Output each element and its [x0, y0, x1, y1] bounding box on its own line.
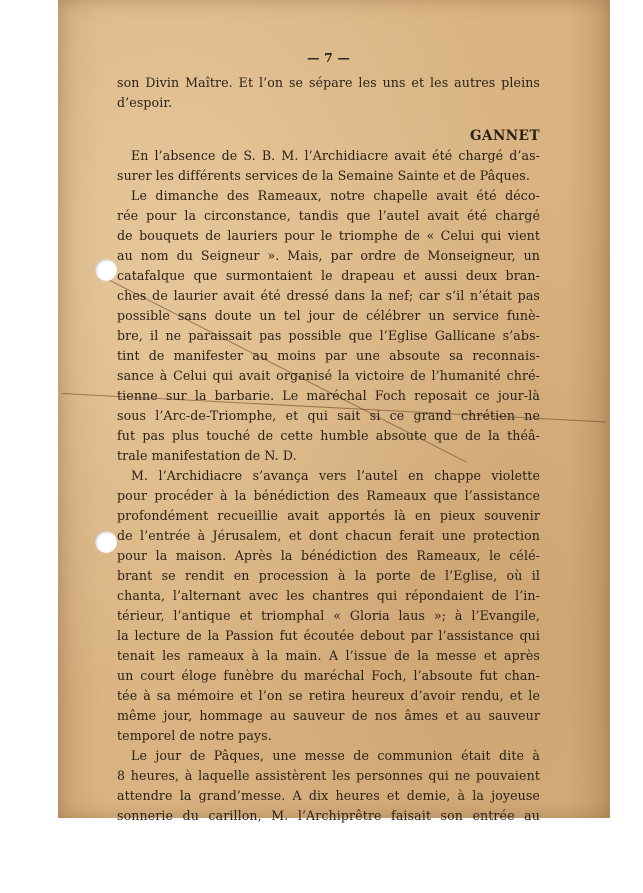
page-number: — 7 — [307, 50, 350, 65]
text-line: Le dimanche des Rameaux, notre chapelle avait été déco- [131, 188, 540, 203]
text-line: d’espoir. [117, 95, 173, 110]
text-line: tienne sur la barbarie. Le maréchal Foch reposait ce jour-là [117, 388, 540, 403]
section-heading: GANNET [469, 128, 540, 144]
text-line: profondément recueillie avait apportés là en pieux souvenir [117, 508, 540, 523]
punch-hole-top [95, 259, 117, 281]
text-line: de bouquets de lauriers pour le triomphe de « Celui qui vient [117, 228, 540, 243]
text-line: chanta, l’alternant avec les chantres qui répondaient de l’in- [117, 588, 540, 603]
text-line: catafalque que surmontaient le drapeau et aussi deux bran- [117, 268, 540, 283]
text-line: possible sans doute un tel jour de célébrer un service funè- [117, 308, 540, 323]
text-line: temporel de notre pays. [117, 728, 272, 743]
text-line: 8 heures, à laquelle assistèrent les personnes qui ne pouvaient [117, 768, 540, 783]
text-line: sous l’Arc-de-Triomphe, et qui sait si ce grand chrétien ne [117, 408, 540, 423]
text-line: térieur, l’antique et triomphal « Gloria laus »; à l’Evangile, [117, 608, 540, 623]
text-line: fut pas plus touché de cette humble absoute que de la théâ- [117, 428, 540, 443]
text-line: son Divin Maître. Et l’on se sépare les uns et les autres pleins [117, 75, 540, 90]
text-line: trale manifestation de N. D. [117, 448, 297, 463]
text-line: brant se rendit en procession à la porte de l’Eglise, où il [117, 568, 540, 583]
text-line: Le jour de Pâques, une messe de communion était dite à [131, 748, 540, 763]
text-line: sonnerie du carillon, M. l’Archiprêtre faisait son entrée au [117, 808, 540, 823]
text-line: bre, il ne paraissait pas possible que l’Eglise Gallicane s’abs- [117, 328, 540, 343]
text-line: tenait les rameaux à la main. A l’issue de la messe et après [117, 648, 540, 663]
text-line: tée à sa mémoire et l’on se retira heureux d’avoir rendu, et le [117, 688, 540, 703]
text-line: pour la maison. Après la bénédiction des Rameaux, le célé- [117, 548, 540, 563]
text-line: la lecture de la Passion fut écoutée debout par l’assistance qui [117, 628, 540, 643]
text-line: En l’absence de S. B. M. l’Archidiacre avait été chargé d’as- [131, 148, 540, 163]
text-line: tint de manifester au moins par une absoute sa reconnais- [117, 348, 540, 363]
text-line: au nom du Seigneur ». Mais, par ordre de Monseigneur, un [117, 248, 540, 263]
text-line: même jour, hommage au sauveur de nos âmes et au sauveur [117, 708, 540, 723]
text-line: un court éloge funèbre du maréchal Foch, l’absoute fut chan- [117, 668, 540, 683]
text-line: sance à Celui qui avait organisé la victoire de l’humanité chré- [117, 368, 540, 383]
text-line: M. l’Archidiacre s’avança vers l’autel en chappe violette [131, 468, 540, 483]
main-text [117, 146, 540, 826]
text-line: ches de laurier avait été dressé dans la nef; car s’il n’était pas [117, 288, 540, 303]
text-line: pour procéder à la bénédiction des Rameaux que l’assistance [117, 488, 540, 503]
punch-hole-bottom [95, 531, 117, 553]
text-line: surer les différents services de la Semaine Sainte et de Pâques. [117, 168, 530, 183]
text-line: attendre la grand’messe. A dix heures et demie, à la joyeuse [117, 788, 540, 803]
paragraph-intro [117, 73, 540, 113]
text-line: de l’entrée à Jérusalem, et dont chacun ferait une protection [117, 528, 540, 543]
text-line: rée pour la circonstance, tandis que l’autel avait été chargé [117, 208, 540, 223]
